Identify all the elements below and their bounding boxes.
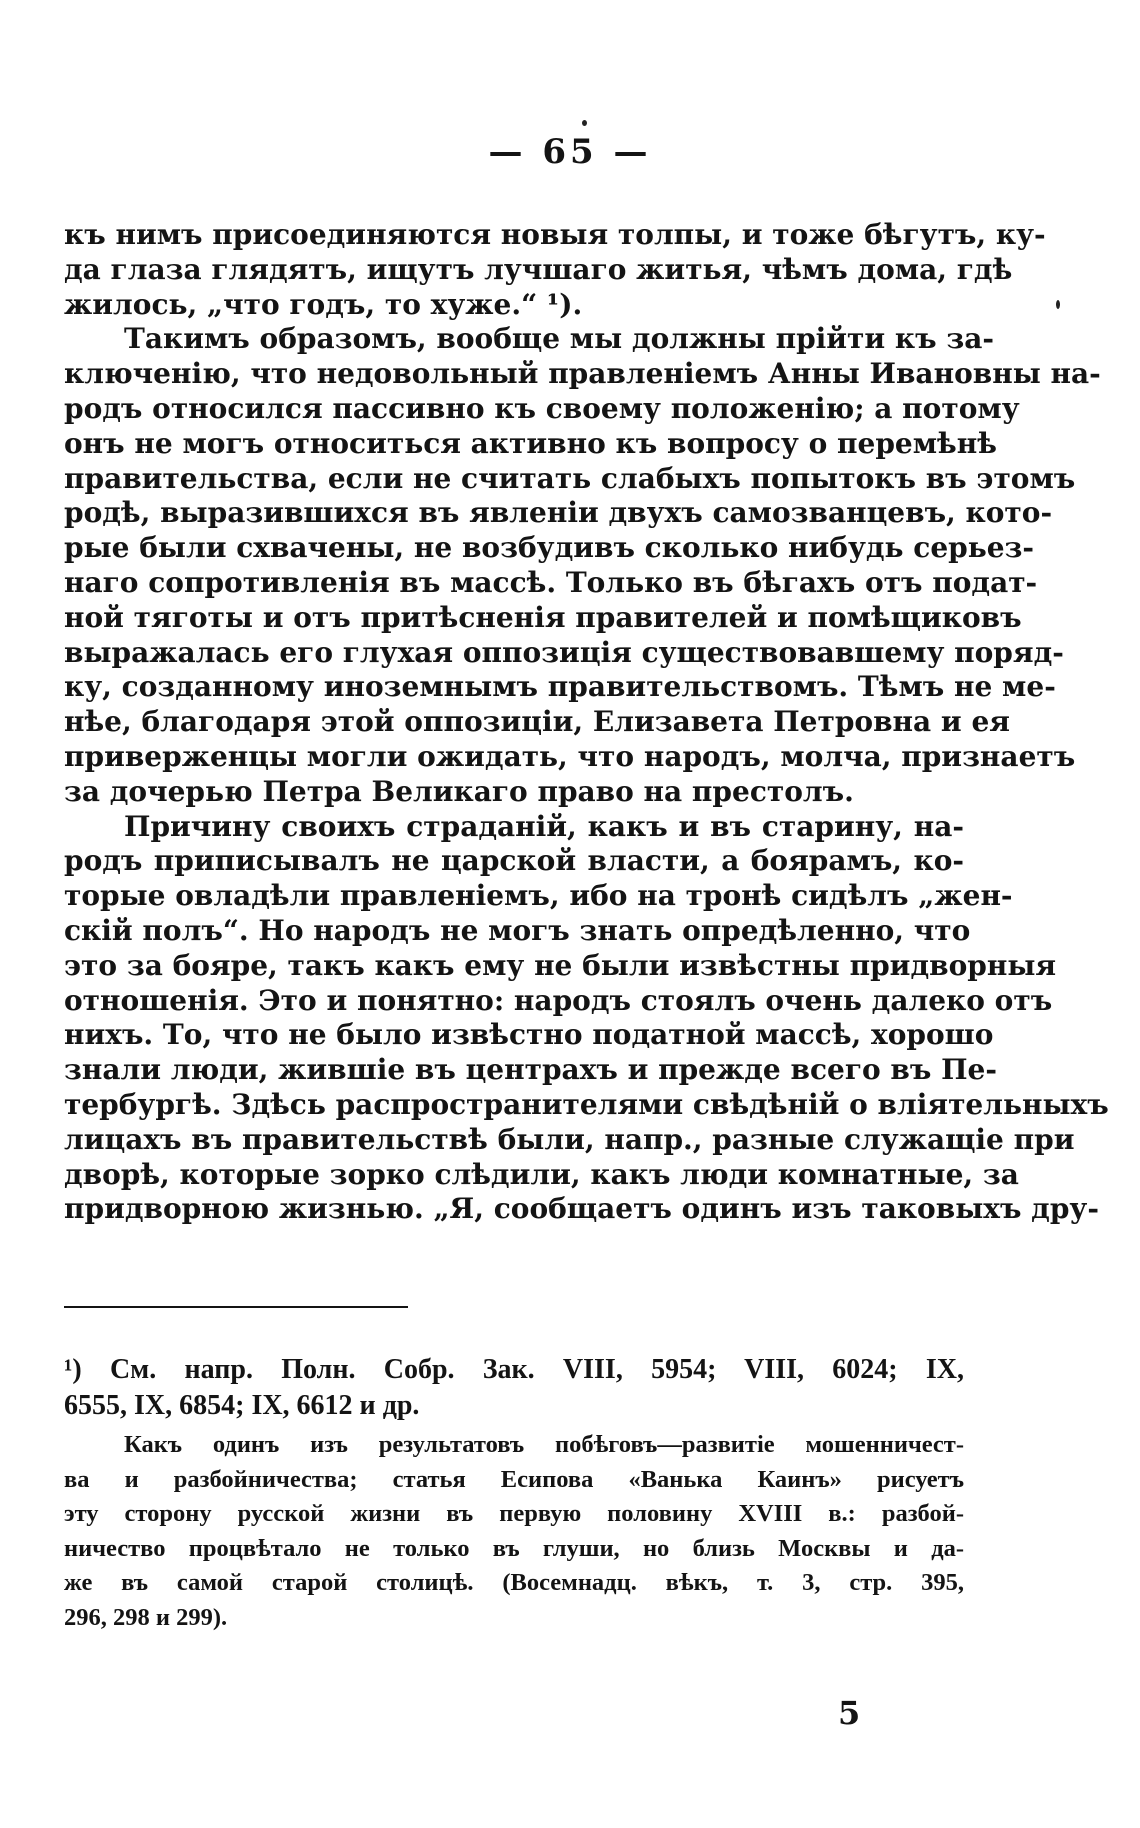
text-line: родѣ, выразившихся въ явленіи двухъ самозванцевъ, кото- — [64, 496, 1053, 530]
text-line: родъ приписывалъ не царской власти, а боярамъ, ко- — [64, 844, 964, 878]
text-line: ключенію, что недовольный правленіемъ Анны Ивановны на- — [64, 357, 1101, 391]
text-line: Такимъ образомъ, вообще мы должны прійти къ за- — [124, 322, 994, 356]
text-line: тербургѣ. Здѣсь распространителями свѣдѣній о вліятельныхъ — [64, 1087, 1109, 1121]
footnote-line: 6555, IX, 6854; IX, 6612 и др. — [64, 1390, 420, 1421]
text-line: придворною жизнью. „Я, сообщаетъ одинъ изъ таковыхъ дру- — [64, 1192, 1099, 1226]
page-number: — 65 — — [488, 132, 652, 172]
text-line: правительства, если не считать слабыхъ попытокъ въ этомъ — [64, 461, 1076, 495]
print-speck — [1056, 300, 1060, 309]
text-line: отношенія. Это и понятно: народъ стоялъ очень далеко отъ — [64, 983, 1053, 1017]
footnote-line: ва и разбойничества; статья Есипова «Ванька Каинъ» рисуетъ — [64, 1465, 964, 1493]
text-line: ной тяготы и отъ притѣсненія правителей и помѣщиковъ — [64, 600, 1022, 634]
text-line: приверженцы могли ожидать, что народъ, молча, признаетъ — [64, 739, 1076, 773]
text-line: торые овладѣли правленіемъ, ибо на тронѣ сидѣлъ „жен- — [64, 879, 1013, 913]
footnote-1 — [64, 1352, 964, 1424]
text-line: выражалась его глухая оппозиція существовавшему поряд- — [64, 635, 1064, 669]
text-line: дворѣ, которые зорко слѣдили, какъ люди комнатные, за — [64, 1157, 1019, 1191]
footnote-divider — [64, 1306, 408, 1308]
footnote-line: ничество процвѣтало не только въ глуши, но близь Москвы и да- — [64, 1534, 964, 1562]
body-text — [64, 218, 1109, 1227]
footnote-line: же въ самой старой столицѣ. (Восемнадц. вѣкъ, т. 3, стр. 395, — [64, 1569, 964, 1596]
text-line: знали люди, жившіе въ центрахъ и прежде всего въ Пе- — [64, 1053, 997, 1087]
text-line: ку, созданному иноземнымъ правительствомъ. Тѣмъ не ме- — [64, 670, 1056, 704]
footnote-2 — [64, 1428, 964, 1635]
text-line: да глаза глядятъ, ищутъ лучшаго житья, чѣмъ дома, гдѣ — [64, 252, 1013, 286]
signature-mark: 5 — [838, 1694, 861, 1732]
text-line: лицахъ въ правительствѣ были, напр., разные служащіе при — [64, 1122, 1075, 1156]
text-line: родъ относился пассивно къ своему положенію; а потому — [64, 391, 1020, 425]
text-line: Причину своихъ страданій, какъ и въ старину, на- — [124, 809, 964, 843]
text-line: жилось, „что годъ, то хуже.“ ¹). — [64, 287, 583, 321]
text-line: за дочерью Петра Великаго право на престолъ. — [64, 774, 854, 808]
text-line: къ нимъ присоединяются новыя толпы, и тоже бѣгутъ, ку- — [64, 218, 1046, 251]
text-line: нихъ. То, что не было извѣстно податной массѣ, хорошо — [64, 1018, 994, 1052]
text-line: это за бояре, такъ какъ ему не были извѣстны придворныя — [64, 948, 1057, 982]
text-line: рые были схвачены, не возбудивъ сколько нибудь серьез- — [64, 531, 1035, 565]
footnote-line: ¹) См. напр. Полн. Собр. Зак. VIII, 5954; VIII, 6024; IX, — [64, 1354, 964, 1385]
footnote-line: эту сторону русской жизни въ первую половину XVIII в.: разбой- — [64, 1500, 964, 1527]
footnote-line: 296, 298 и 299). — [64, 1603, 228, 1631]
text-line: онъ не могъ относиться активно къ вопросу о перемѣнѣ — [64, 426, 997, 460]
text-line: нѣе, благодаря этой оппозиціи, Елизавета Петровна и ея — [64, 705, 1010, 739]
footnote-line: Какъ одинъ изъ результатовъ побѣговъ—развитіе мошенничест- — [124, 1431, 964, 1458]
footnotes — [64, 1352, 964, 1635]
print-speck — [582, 120, 587, 126]
text-line: наго сопротивленія въ массѣ. Только въ бѣгахъ отъ подат- — [64, 565, 1038, 599]
text-line: скій полъ“. Но народъ не могъ знать опредѣленно, что — [64, 913, 971, 947]
